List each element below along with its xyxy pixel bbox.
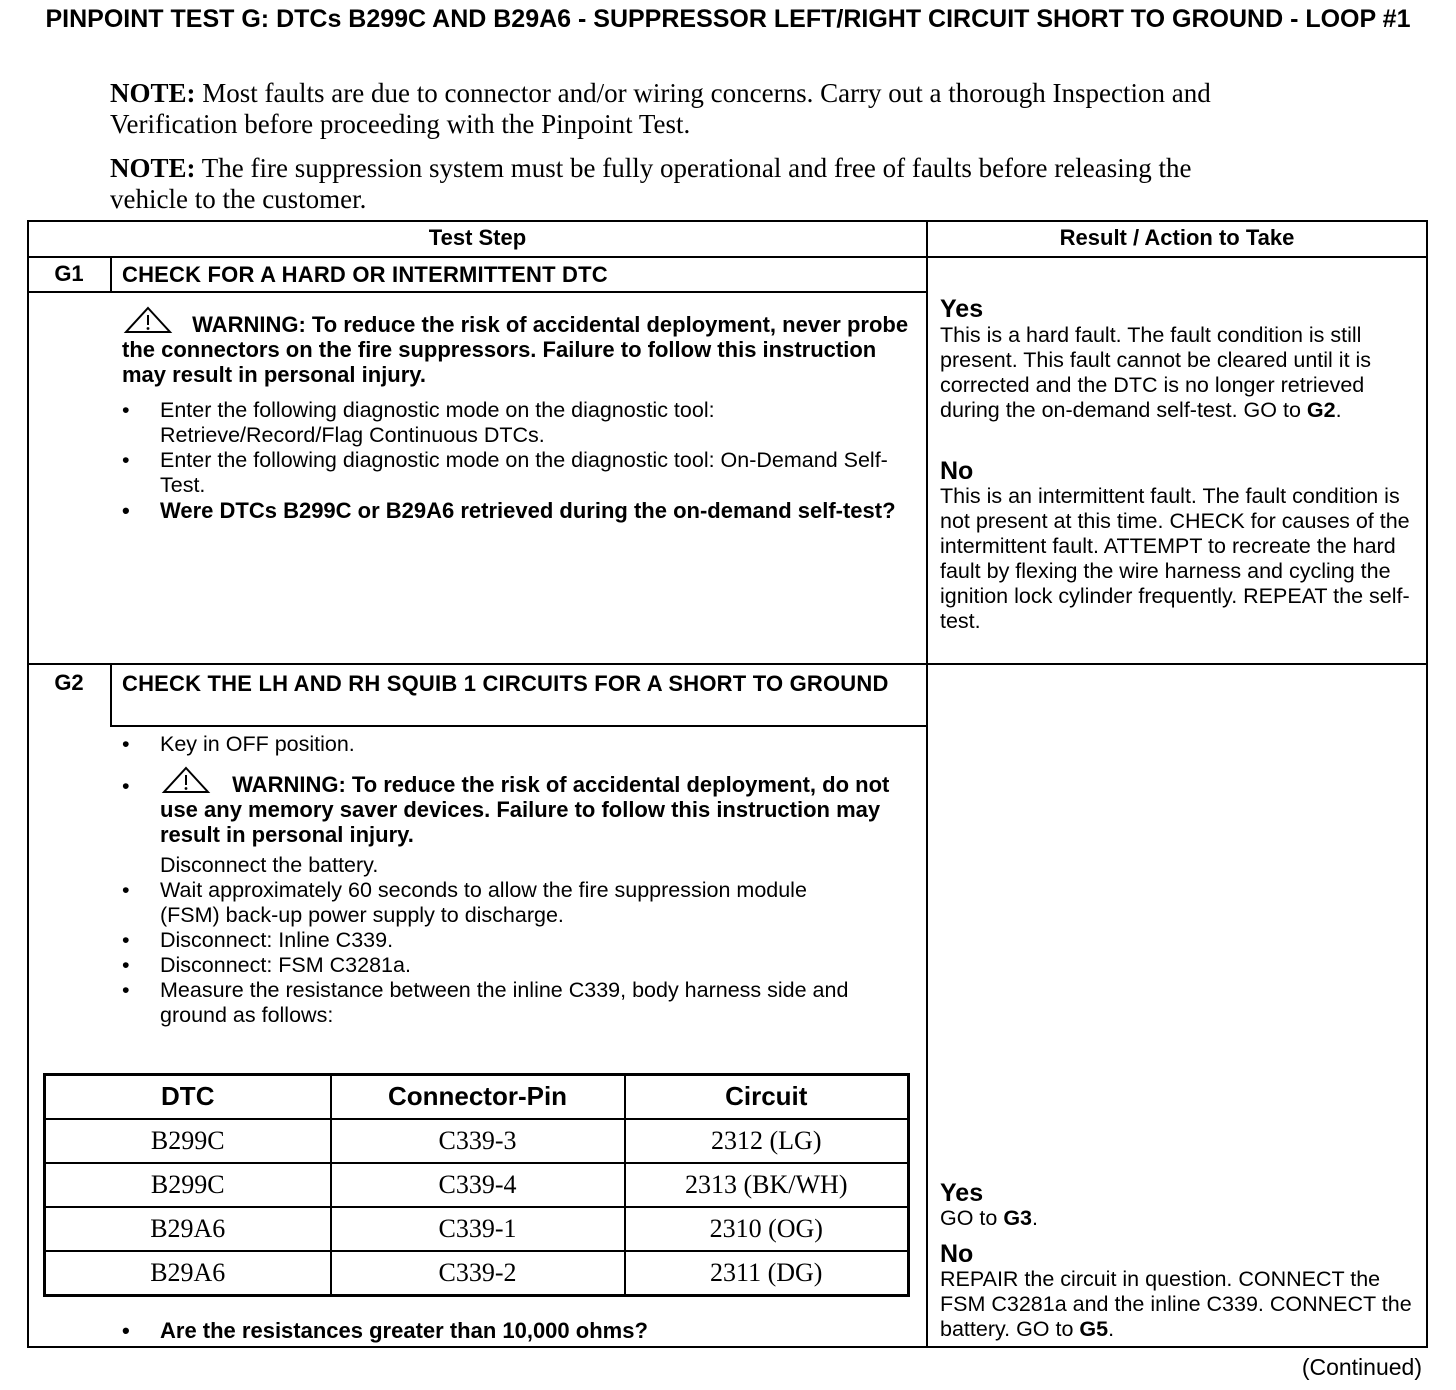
g2-no-goto: G5 (1079, 1317, 1109, 1341)
g2-yes-label: Yes (940, 1179, 984, 1207)
note-1 (110, 78, 1230, 140)
continued-label: (Continued) (1301, 1354, 1422, 1380)
page-title: PINPOINT TEST G: DTCs B299C AND B29A6 - SUPPRESSOR LEFT/RIGHT CIRCUIT SHORT TO GROUND - LOOP #1 (45, 5, 1411, 33)
header-divider (27, 256, 1428, 258)
cell-dtc: B299C (45, 1119, 331, 1163)
g1-warning (122, 306, 912, 387)
g2-yes-text: GO to G3. (940, 1206, 1038, 1230)
table-row (45, 1207, 909, 1251)
step-id-g1: G1 (54, 261, 84, 286)
table-row (45, 1163, 909, 1207)
g1-g2-divider (27, 663, 1428, 665)
bullet-dot: • (122, 774, 130, 798)
step-id-g2: G2 (54, 670, 84, 695)
cell-circuit: 2310 (OG) (625, 1207, 909, 1251)
resistance-table (43, 1073, 910, 1297)
bullet-dot: • (122, 1318, 130, 1343)
g1-yes-goto: G2 (1306, 398, 1336, 422)
g2-no-text: REPAIR the circuit in question. CONNECT the FSM C3281a and the inline C339. CONNECT the battery. GO to G5. (940, 1267, 1412, 1341)
g2-yes-goto: G3 (1003, 1206, 1033, 1230)
g1-yes-text: This is a hard fault. The fault condition is still present. This fault cannot be cleared until it is corrected and the DTC is no longer retrieved during the on-demand self-test. GO to G2. (940, 323, 1372, 422)
column-header-dtc: DTC (45, 1075, 331, 1119)
note-2-label: NOTE: (110, 153, 196, 183)
cell-dtc: B29A6 (45, 1207, 331, 1251)
note-1-label: NOTE: (110, 78, 196, 108)
bullet-dot: • (122, 448, 130, 472)
bullet-dot: • (122, 732, 130, 756)
bullet-dot: • (122, 878, 130, 902)
g1-title-divider (27, 291, 927, 293)
g1-yes-label: Yes (940, 295, 984, 323)
cell-dtc: B29A6 (45, 1251, 331, 1295)
step-title-g1: CHECK FOR A HARD OR INTERMITTENT DTC (122, 262, 608, 287)
note-2-text: The fire suppression system must be fully operational and free of faults before releasing the vehicle to the customer. (110, 153, 1192, 214)
test-step-header: Test Step (428, 225, 527, 250)
cell-dtc: B299C (45, 1163, 331, 1207)
g1-no-text: This is an intermittent fault. The fault condition is not present at this time. CHECK for causes of the intermittent fault. ATTEMPT to recreate the hard fault by flexing the wire harness and cycling the ignition lock cylinder frequently. REPEAT the self-test. (940, 484, 1410, 633)
bullet-dot: • (122, 498, 130, 523)
step-title-g2: CHECK THE LH AND RH SQUIB 1 CIRCUITS FOR A SHORT TO GROUND (122, 671, 889, 696)
column-header-connector-pin: Connector-Pin (331, 1075, 625, 1119)
bullet-dot: • (122, 928, 130, 952)
warning-triangle-icon (160, 766, 212, 794)
column-header-circuit: Circuit (625, 1075, 909, 1119)
g1-id-divider (110, 256, 112, 292)
result-header: Result / Action to Take (1059, 225, 1295, 250)
bullet-dot: • (122, 398, 130, 422)
warning-triangle-icon (122, 306, 174, 334)
cell-circuit: 2313 (BK/WH) (625, 1163, 909, 1207)
cell-connector-pin: C339-4 (331, 1163, 625, 1207)
table-header-row (45, 1075, 909, 1119)
g1-warning-text: WARNING: To reduce the risk of accidental deployment, never probe the connectors on the fire suppressors. Failure to follow this instruction may result in personal injury. (122, 312, 909, 387)
note-1-text: Most faults are due to connector and/or wiring concerns. Carry out a thorough Inspection and Verification before proceeding with the Pinpoint Test. (110, 78, 1211, 139)
note-2 (110, 153, 1230, 215)
g2-disconnect-battery: Disconnect the battery. (160, 853, 379, 877)
table-row (45, 1251, 909, 1295)
g2-warning-text: WARNING: To reduce the risk of accidental deployment, do not use any memory saver devices. Failure to follow this instruction may result in personal injury. (160, 772, 890, 847)
cell-connector-pin: C339-2 (331, 1251, 625, 1295)
cell-circuit: 2311 (DG) (625, 1251, 909, 1295)
g1-no-label: No (940, 457, 974, 485)
cell-connector-pin: C339-1 (331, 1207, 625, 1251)
g2-title-divider (110, 725, 927, 727)
column-divider (926, 220, 928, 1348)
table-row (45, 1119, 909, 1163)
bullet-dot: • (122, 953, 130, 977)
bullet-dot: • (122, 978, 130, 1002)
g2-warning (160, 766, 900, 847)
cell-connector-pin: C339-3 (331, 1119, 625, 1163)
g2-id-divider (110, 663, 112, 726)
g2-no-label: No (940, 1240, 974, 1268)
cell-circuit: 2312 (LG) (625, 1119, 909, 1163)
